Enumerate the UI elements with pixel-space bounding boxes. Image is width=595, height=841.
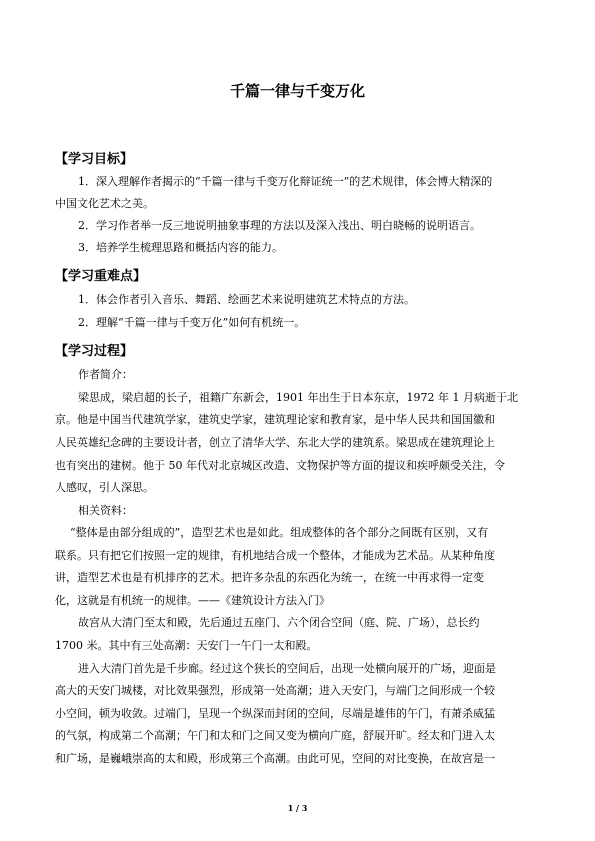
- page-number: 1 / 3: [287, 803, 308, 813]
- keypoints-line: 2．理解“千篇一律与千变万化”如何有机统一。: [78, 316, 306, 329]
- process-line: 化，这就是有机统一的规律。——《建筑设计方法入门》: [55, 594, 330, 607]
- process-line: 故宫从大清门至太和殿，先后通过五座门、六个闭合空间（庭、院、广场），总长约: [78, 616, 480, 629]
- goals-line: 1．深入理解作者揭示的“千篇一律与千变万化辩证统一”的艺术规律，体会博大精深的: [78, 175, 493, 188]
- goals-line: 3．培养学生梳理思路和概括内容的能力。: [78, 241, 283, 254]
- process-line: 联系。只有把它们按照一定的规律，有机地结合成一个整体，才能成为艺术品。从某种角度: [55, 549, 495, 562]
- page-title: 千篇一律与千变万化: [229, 82, 365, 100]
- process-line: 人民英雄纪念碑的主要设计者，创立了清华大学、东北大学的建筑系。梁思成在建筑理论上: [55, 436, 495, 449]
- process-line: 1700 米。其中有三处高潮：天安门一午门一太和殿。: [55, 639, 318, 652]
- process-heading: 【学习过程】: [55, 344, 134, 359]
- keypoints-line: 1．体会作者引入音乐、舞蹈、绘画艺术来说明建筑艺术特点的方法。: [78, 293, 415, 306]
- process-line: 进入大清门首先是千步廊。经过这个狭长的空间后，出现一处横向展开的广场，迎面是: [78, 662, 496, 675]
- keypoints-heading: 【学习重难点】: [55, 269, 147, 284]
- process-line: 梁思成，梁启超的长子，祖籍广东新会，1901 年出生于日本东京，1972 年 1 月病逝于北: [78, 391, 518, 404]
- goals-line: 中国文化艺术之美。: [55, 197, 154, 210]
- process-line: “整体是由部分组成的”，造型艺术也是如此。组成整体的各个部分之间既有区别，又有: [70, 526, 489, 539]
- goals-heading: 【学习目标】: [55, 152, 134, 167]
- process-line: 小空间，顿为收敛。过端门，呈现一个纵深而封闭的空间，尽端是雄伟的午门，有萧杀威猛: [55, 707, 495, 720]
- process-line: 讲，造型艺术也是有机排序的艺术。把许多杂乱的东西化为统一，在统一中再求得一定变: [55, 571, 484, 584]
- process-line: 作者简介：: [78, 368, 133, 381]
- process-line: 相关资料：: [78, 504, 133, 517]
- goals-line: 2．学习作者举一反三地说明抽象事理的方法以及深入浅出、明白晓畅的说明语言。: [78, 219, 481, 232]
- process-line: 的气氛，构成第二个高潮；午门和太和门之间又变为横向广庭，舒展开旷。经太和门进入太: [55, 729, 495, 742]
- process-line: 也有突出的建树。他于 50 年代对北京城区改造、文物保护等方面的提议和疾呼颇受关注，令: [55, 459, 505, 472]
- process-line: 京。他是中国当代建筑学家，建筑史学家，建筑理论家和教育家，是中华人民共和国国徽和: [55, 413, 495, 426]
- process-line: 高大的天安门城楼，对比效果强烈，形成第一处高潮；进入天安门，与端门之间形成一个较: [55, 684, 495, 697]
- process-line: 和广场，是巍峨崇高的太和殿，形成第三个高潮。由此可见，空间的对比变换，在故宫是一: [55, 752, 495, 765]
- process-line: 人感叹，引人深思。: [55, 481, 154, 494]
